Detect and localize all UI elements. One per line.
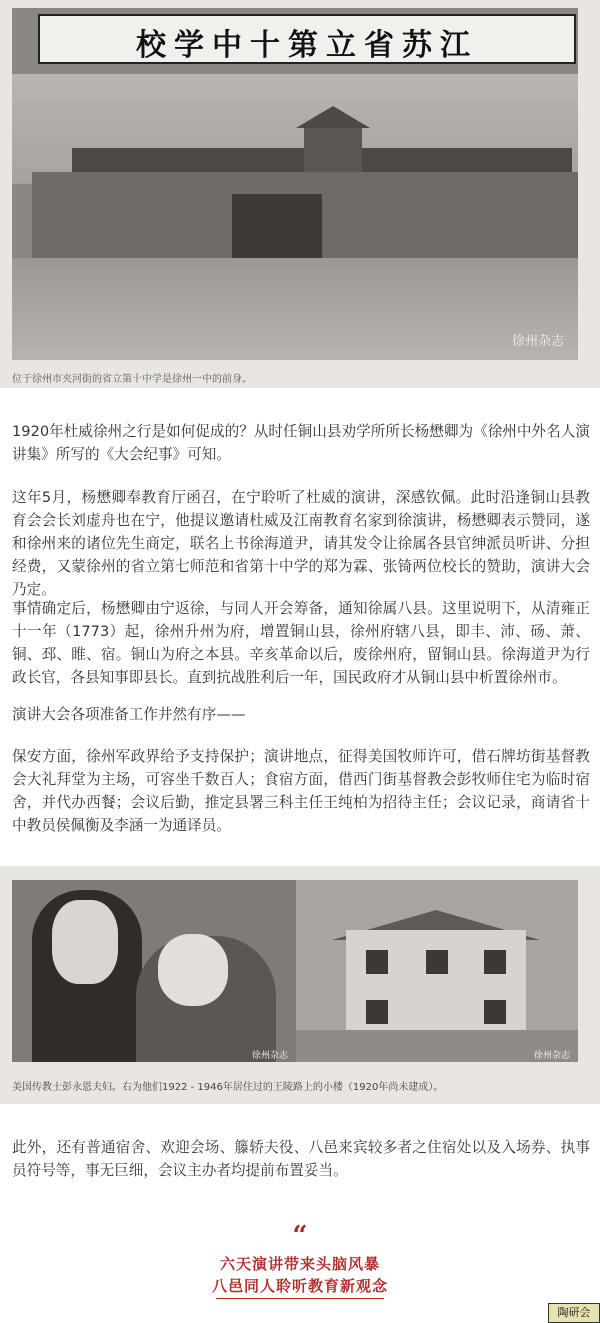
photo-caption: 美国传教士彭永恩夫妇。右为他们1922 - 1946年居住过的王陵路上的小楼（1920年尚未建成）。: [12, 1082, 444, 1093]
paragraph: 保安方面，徐州军政界给予支持保护；演讲地点，征得美国牧师许可，借石牌坊街基督教会大礼拜堂为主场，可容坐千数百人；食宿方面，借西门街基督教会彭牧师住宅为临时宿舍，并代办西餐；会议后勤，推定县署三科主任王纯柏为招待主任；会议记录，商请省十中教员侯佩衡及李涵一为通译员。: [12, 748, 590, 834]
school-photo-frame: [0, 0, 600, 388]
banner-text: 校学中十第立省苏江: [136, 28, 478, 63]
photo-ground: [12, 258, 578, 360]
photo-house-window: [426, 950, 448, 974]
paragraph: 1920年杜威徐州之行是如何促成的？从时任铜山县劝学所所长杨懋卿为《徐州中外名人演讲集》所写的《大会纪事》可知。: [12, 423, 590, 463]
missionary-photo-frame: [0, 866, 600, 1104]
watermark: 徐州杂志: [533, 1051, 570, 1061]
photo-house-window: [484, 950, 506, 974]
photo-woman-face: [158, 934, 228, 1006]
section-heading-line2: 八邑同人聆听教育新观念: [211, 1277, 388, 1295]
photo-man-face: [52, 900, 118, 984]
watermark: 徐州杂志: [511, 334, 564, 349]
photo-house-window: [366, 1000, 388, 1024]
house-photo: [296, 880, 578, 1062]
paragraph: 事情确定后，杨懋卿由宁返徐，与同人开会筹备，通知徐属八县。这里说明下，从清雍正十一年（1773）起，徐州升州为府，增置铜山县，徐州府辖八县，即丰、沛、砀、萧、铜、邳、睢、宿。铜山为府之本县。辛亥革命以后，废徐州府，留铜山县。徐海道尹为行政长官，各县知事即县长。直到抗战胜利后一年，国民政府才从铜山县中析置徐州市。: [12, 600, 590, 686]
photo-caption: 位于徐州市夹河街的省立第十中学是徐州一中的前身。: [12, 374, 252, 385]
quote-mark-icon: “: [292, 1221, 308, 1251]
photo-house-window: [484, 1000, 506, 1024]
missionary-couple-photo: [12, 880, 296, 1062]
school-name-banner: [38, 14, 576, 64]
photo-house-window: [366, 950, 388, 974]
corner-logo: 陶研会: [548, 1303, 600, 1323]
photo-house: [346, 930, 526, 1040]
paragraph: 此外，还有普通宿舍、欢迎会场、籐轿夫役、八邑来宾较多者之住宿处以及入场券、执事员符号等，事无巨细，会议主办者均提前布置妥当。: [12, 1139, 590, 1179]
watermark: 徐州杂志: [251, 1051, 288, 1061]
paragraph: 这年5月，杨懋卿奉教育厅函召，在宁聆听了杜威的演讲，深感钦佩。此时沿逢铜山县教育会会长刘虚舟也在宁，他提议邀请杜威及江南教育名家到徐演讲，杨懋卿表示赞同，遂和徐州来的诸位先生商定，联名上书徐海道尹，请其发令让徐属各县官绅派员听讲、分担经费，又蒙徐州的省立第七师范和省第十中学的郑为霖、张锜两位校长的赞助，演讲大会乃定。: [12, 489, 590, 598]
photo-gate: [232, 194, 322, 258]
paragraph: 演讲大会各项准备工作井然有序——: [12, 706, 246, 723]
section-heading-line1: 六天演讲带来头脑风暴: [219, 1255, 380, 1273]
heading-divider: [216, 1298, 384, 1299]
